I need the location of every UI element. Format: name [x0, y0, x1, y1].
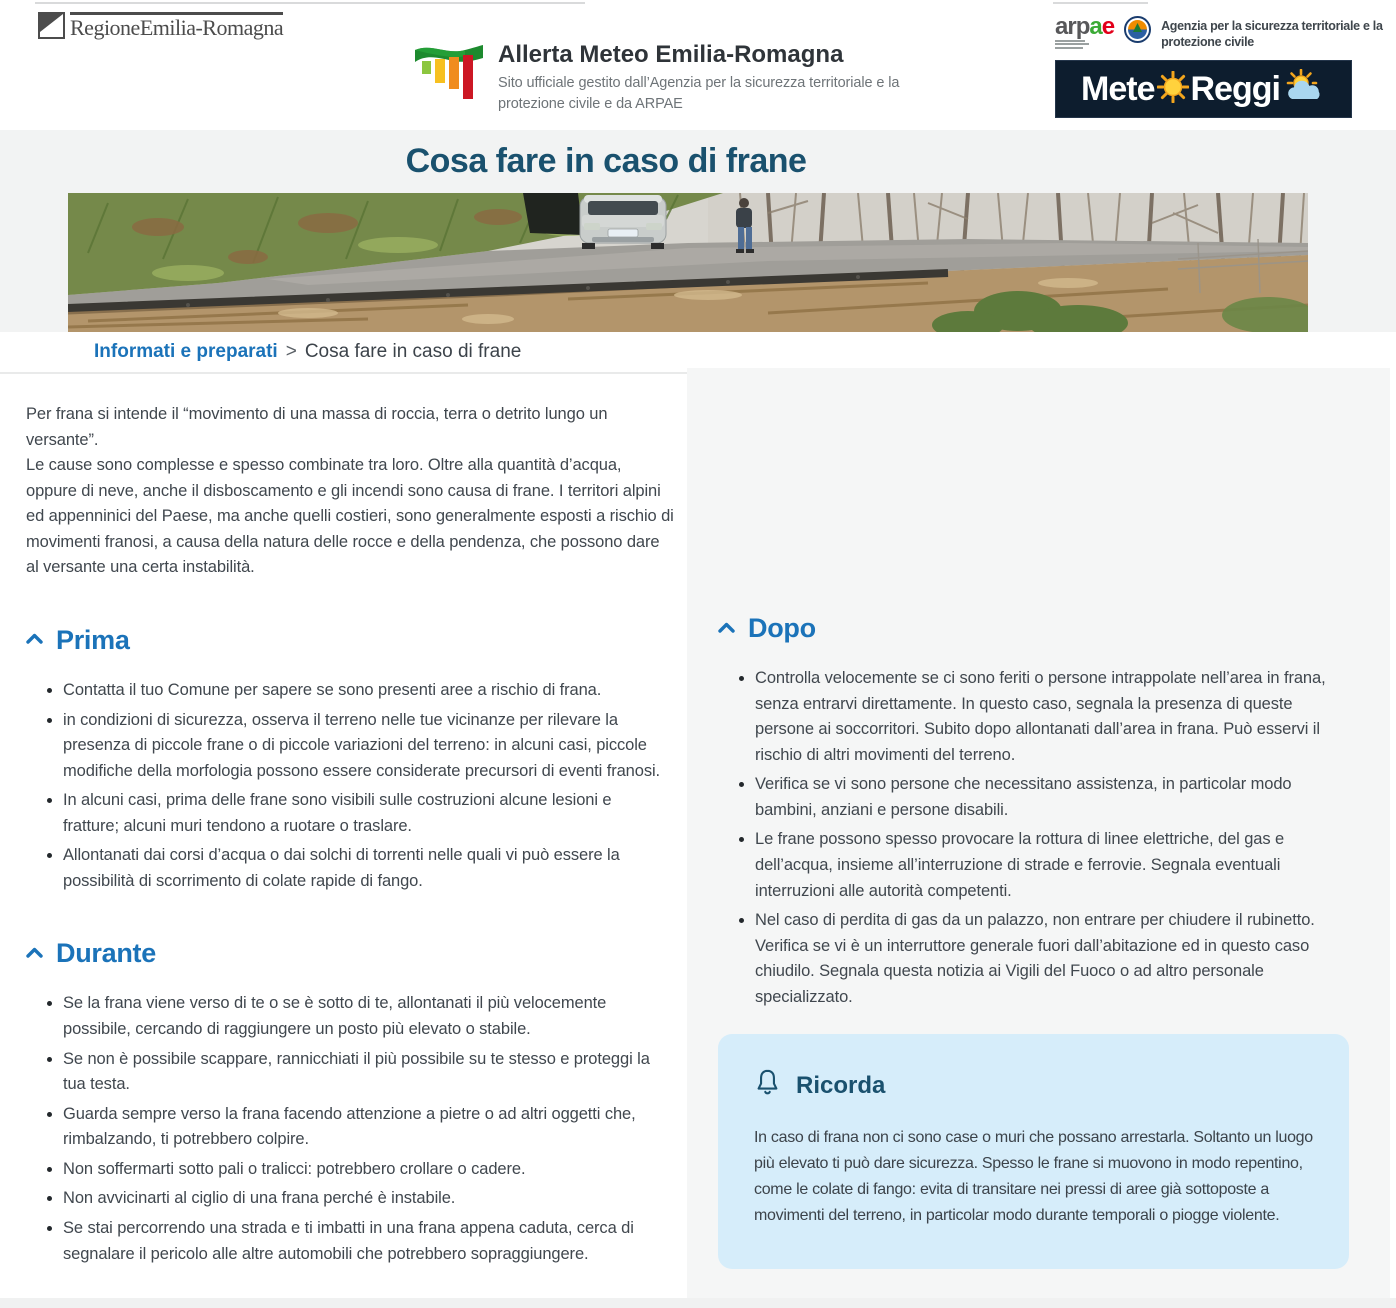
list-item: • In alcuni casi, prima delle frane sono visibili sulle costruzioni alcune lesioni e fratture; alcuni muri tendono a ruotare o traslare.	[63, 788, 671, 839]
section-header-durante[interactable]	[26, 938, 671, 969]
section-title-durante: Durante	[56, 938, 156, 969]
breadcrumb	[0, 332, 687, 374]
ricorda-title: Ricorda	[796, 1071, 886, 1099]
list-item: • Contatta il tuo Comune per sapere se sono presenti aree a rischio di frana.	[63, 678, 671, 704]
list-item: • Verifica se vi sono persone che necessitano assistenza, in particolar modo bambini, anziani e persone disabili.	[755, 772, 1355, 823]
site-subtitle: Sito ufficiale gestito dall’Agenzia per la sicurezza territoriale e la protezione civile e da ARPAE	[498, 75, 900, 112]
footer-band	[0, 1298, 1396, 1308]
site-brand-text	[498, 42, 968, 114]
breadcrumb-current: Cosa fare in caso di frane	[304, 341, 522, 362]
regione-logo-icon	[38, 12, 65, 44]
hero-band	[0, 130, 1396, 332]
section-header-prima[interactable]	[26, 625, 671, 656]
agency-header	[1055, 13, 1396, 51]
list-item: • Non avvicinarti al ciglio di una frana perché è instabile.	[63, 1186, 671, 1212]
meteo-reggio-banner[interactable]	[1055, 60, 1352, 118]
meteo-banner-word1: Mete	[1081, 69, 1155, 108]
list-item: • Le frane possono spesso provocare la rottura di linee elettriche, del gas e dell’acqua, insieme all’interruzione di strade e ferrovie. Segnala eventuali interruzioni alle autorità competenti.	[755, 827, 1355, 904]
arpae-logo[interactable]: arpae	[1055, 16, 1114, 49]
protezione-civile-badge-icon[interactable]	[1124, 16, 1151, 48]
arpae-logo-tagline	[1055, 40, 1114, 49]
hero-image-landslide	[68, 193, 1308, 332]
ricorda-callout	[718, 1034, 1349, 1269]
site-header	[0, 0, 1396, 130]
list-item: • Se la frana viene verso di te o se è sotto di te, allontanati il più velocemente possibile, cercando di raggiungere un posto più elevato o stabile.	[63, 991, 671, 1042]
list-item: • Non soffermarti sotto pali o tralicci: potrebbero crollare o cadere.	[63, 1157, 671, 1183]
site-brand[interactable]	[413, 42, 968, 114]
meteo-banner-word2: Reggi	[1190, 69, 1280, 108]
prima-list	[26, 678, 671, 895]
ricorda-text: In caso di frana non ci sono case o muri che possano arrestarla. Soltanto un luogo più elevato ti può dare sicurezza. Spesso le frane si muovono in modo repentino, come le colate di fango: evita di transitare nei pressi di aree già sottoposte a movimenti del terreno, in particolar modo durante temporali o piogge violente.	[754, 1129, 1313, 1225]
list-item: • Se non è possibile scappare, rannicchiati il più possibile su te stesso e proteggi la tua testa.	[63, 1047, 671, 1098]
chevron-up-icon	[26, 631, 43, 649]
header-divider	[1053, 2, 1148, 4]
left-column	[0, 374, 687, 1271]
car	[580, 195, 666, 249]
ricorda-header	[754, 1068, 1315, 1103]
section-title-prima: Prima	[56, 624, 130, 655]
chevron-up-icon	[718, 620, 735, 638]
site-title: Allerta Meteo Emilia-Romagna	[498, 41, 844, 68]
right-column	[687, 368, 1390, 1298]
bell-icon	[754, 1068, 781, 1103]
intro-text	[26, 402, 674, 581]
section-header-dopo[interactable]	[718, 613, 1362, 644]
breadcrumb-separator: >	[285, 341, 297, 362]
list-item: • Allontanati dai corsi d’acqua o dai solchi di torrenti nelle quali vi può essere la possibilità di scorrimento di colate rapide di fango.	[63, 843, 671, 894]
regione-emilia-romagna-logo[interactable]	[38, 12, 283, 44]
list-item: • Guarda sempre verso la frana facendo attenzione a pietre o ad altri oggetti che, rimbalzando, ti potrebbero colpire.	[63, 1102, 671, 1153]
intro-paragraph-2: Le cause sono complesse e spesso combinate tra loro. Oltre alla quantità d’acqua, oppure di neve, anche il disboscamento e gli incendi sono causa di frane. I territori alpini ed appenninici del Paese, ma anche quelli costieri, sono generalmente esposti a rischio di movimenti franosi, a causa della natura delle rocce e della pendenza, che possono dare al versante una certa instabilità.	[26, 456, 674, 577]
list-item: • in condizioni di sicurezza, osserva il terreno nelle tue vicinanze per rilevare la presenza di piccole frane o di piccole variazioni del terreno: in alcuni casi, piccole modifiche della morfologia possono essere considerate precursori di eventi franosi.	[63, 708, 671, 785]
list-item: • Controlla velocemente se ci sono feriti o persone intrappolate nell’area in frana, senza entrarvi direttamente. In questo caso, segnala la presenza di queste persone ai soccorritori. Subito dopo allontanati dall’area in frana. Può esservi il rischio di altri movimenti del terreno.	[755, 666, 1355, 768]
section-title-dopo: Dopo	[748, 613, 816, 643]
intro-paragraph-1: Per frana si intende il “movimento di una massa di roccia, terra o detrito lungo un versante”.	[26, 405, 608, 449]
list-item: • Nel caso di perdita di gas da un palazzo, non entrare per chiudere il rubinetto. Verifica se vi è un interruttore generale fuori dall’abitazione ed in questo caso chiudilo. Segnala questa notizia ai Vigili del Fuoco o ad altro personale specializzato.	[755, 908, 1355, 1010]
breadcrumb-parent-link[interactable]: Informati e preparati	[94, 341, 278, 362]
durante-list	[26, 991, 671, 1267]
list-item: • Se stai percorrendo una strada e ti imbatti in una frana appena caduta, cerca di segnalare il pericolo alle altre automobili che potrebbero sopraggiungere.	[63, 1216, 671, 1267]
page-title: Cosa fare in caso di frane	[405, 142, 807, 180]
sun-icon	[1157, 71, 1189, 108]
regione-logo-text: RegioneEmilia-Romagna	[70, 12, 283, 40]
chevron-up-icon	[26, 945, 43, 963]
header-divider	[35, 2, 585, 4]
dopo-list	[718, 666, 1362, 1010]
sun-cloud-icon	[1282, 69, 1326, 110]
allerta-meteo-logo-icon	[413, 42, 485, 107]
agency-label: Agenzia per la sicurezza territoriale e la protezione civile	[1161, 19, 1383, 50]
